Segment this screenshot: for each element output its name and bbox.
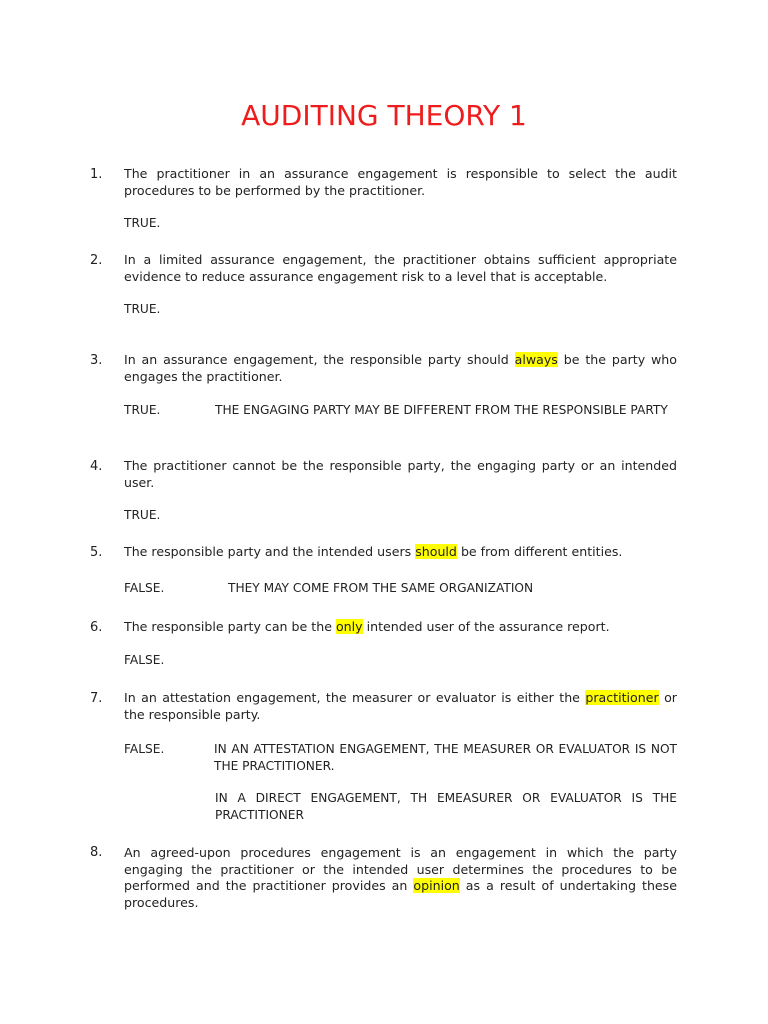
answer-label: FALSE. [124,653,165,667]
question-text: The responsible party can be the only intended user of the assurance report. [124,619,610,634]
question-text: In an attestation engagement, the measurer or evaluator is either the practitioner or the responsible party. [124,690,677,722]
answer-label: FALSE. [124,742,165,756]
answer-explanation: THE ENGAGING PARTY MAY BE DIFFERENT FROM THE RESPONSIBLE PARTY [215,403,668,417]
answer-explanation: IN A DIRECT ENGAGEMENT, TH EMEASURER OR EVALUATOR IS THE PRACTITIONER [215,791,677,822]
item-number: 6. [90,620,103,635]
answer-explanation: IN AN ATTESTATION ENGAGEMENT, THE MEASURER OR EVALUATOR IS NOT THE PRACTITIONER. [214,742,677,773]
item-number: 2. [90,253,103,268]
question-text: The practitioner in an assurance engagement is responsible to select the audit procedures to be performed by the practitioner. [124,166,677,198]
item-number: 5. [90,545,103,560]
item-number: 1. [90,167,103,182]
item-number: 3. [90,353,103,368]
question-text: An agreed-upon procedures engagement is an engagement in which the party engaging the practitioner or the intended user determines the procedures to be performed and the practitioner provides an opinion as a result of undertaking these procedures. [124,845,677,910]
answer-label: FALSE. [124,581,165,595]
answer-label: TRUE. [124,403,161,417]
question-text: The responsible party and the intended users should be from different entities. [124,544,623,559]
item-number: 7. [90,691,103,706]
answer-label: TRUE. [124,216,161,230]
question-text: In an assurance engagement, the responsible party should always be the party who engages the practitioner. [124,352,677,384]
item-number: 4. [90,459,103,474]
highlighted-word: always [514,352,558,367]
answer-label: TRUE. [124,508,161,522]
item-number: 8. [90,845,103,860]
question-text: The practitioner cannot be the responsible party, the engaging party or an intended user. [124,458,677,490]
highlighted-word: should [415,544,457,559]
document-title: AUDITING THEORY 1 [241,99,527,132]
question-text: In a limited assurance engagement, the practitioner obtains sufficient appropriate evidence to reduce assurance engagement risk to a level that is acceptable. [124,252,677,284]
answer-explanation: THEY MAY COME FROM THE SAME ORGANIZATION [228,581,534,595]
highlighted-word: only [335,619,363,634]
highlighted-word: opinion [413,878,460,893]
highlighted-word: practitioner [585,690,659,705]
answer-label: TRUE. [124,302,161,316]
